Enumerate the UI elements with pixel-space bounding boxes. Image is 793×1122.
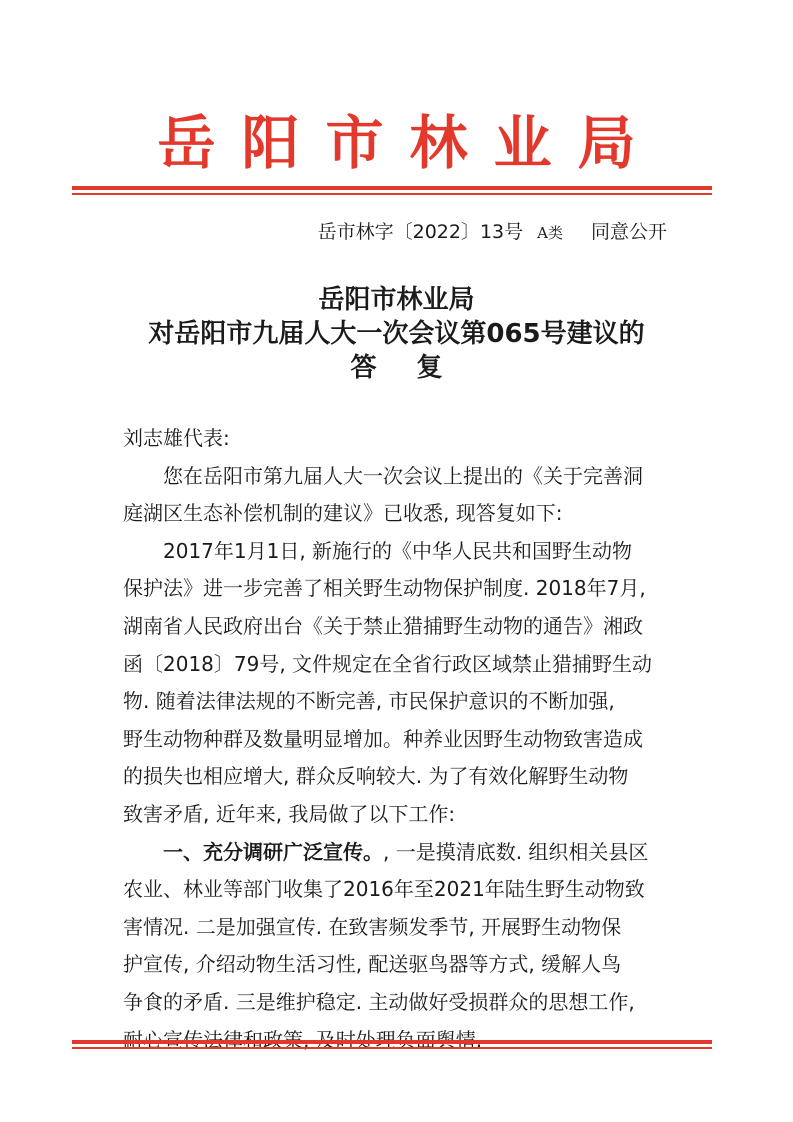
paragraph-line: 致害矛盾, 近年来, 我局做了以下工作: (123, 801, 456, 826)
paragraph-line: 湖南省人民政府出台《关于禁止猎捕野生动物的通告》湘政 (123, 613, 643, 638)
paragraph-line: 争食的矛盾. 三是维护稳定. 主动做好受损群众的思想工作, (123, 989, 635, 1014)
paragraph-line: 野生动物种群及数量明显增加。种养业因野生动物致害造成 (123, 726, 643, 751)
paragraph-line: 农业、林业等部门收集了2016年至2021年陆生野生动物致 (123, 877, 645, 902)
paragraph-line: 物. 随着法律法规的不断完善, 市民保护意识的不断加强, (123, 689, 615, 714)
letterhead-title: 岳阳市林业局 (157, 109, 662, 177)
disclosure-status: 同意公开 (590, 221, 667, 243)
section-heading: 一、充分调研广泛宣传。 (163, 839, 383, 864)
paragraph-line: 您在岳阳市第九届人大一次会议上提出的《关于完善洞 (163, 463, 643, 488)
footer-rule-thick (72, 1040, 712, 1044)
footer-red-rule (72, 1040, 712, 1049)
letter-body (123, 420, 683, 1059)
title-line-1: 岳阳市林业局 (318, 285, 475, 315)
paragraph-line: 2017年1月1日, 新施行的《中华人民共和国野生动物 (163, 538, 633, 563)
paragraph-line: 护宣传, 介绍动物生活习性, 配送驱鸟器等方式, 缓解人鸟 (123, 952, 622, 977)
paragraph-line: 函〔2018〕79号, 文件规定在全省行政区域禁止猎捕野生动 (123, 651, 653, 676)
paragraph-line: 害情况. 二是加强宣传. 在致害频发季节, 开展野生动物保 (123, 914, 622, 939)
section-text: , 一是摸清底数. 组织相关县区 (383, 839, 649, 864)
document-number: 岳市林字〔2022〕13号 (317, 221, 524, 243)
salutation: 刘志雄代表: (123, 426, 230, 450)
paragraph-line: 的损失也相应增大, 群众反响较大. 为了有效化解野生动物 (123, 764, 629, 789)
header-red-rule (72, 186, 712, 195)
paragraph-line: 庭湖区生态补偿机制的建议》已收悉, 现答复如下: (123, 501, 563, 526)
paragraph-line (123, 834, 683, 872)
header-rule-thick (72, 186, 712, 190)
title-line-3: 答复 (350, 353, 483, 383)
paragraph-line: 保护法》进一步完善了相关野生动物保护制度. 2018年7月, (123, 576, 646, 601)
header-rule-thin (72, 193, 712, 195)
document-class: A类 (537, 224, 563, 242)
title-line-2: 对岳阳市九届人大一次会议第065号建议的 (148, 319, 645, 349)
footer-rule-thin (72, 1047, 712, 1049)
document-number-line (318, 217, 667, 244)
